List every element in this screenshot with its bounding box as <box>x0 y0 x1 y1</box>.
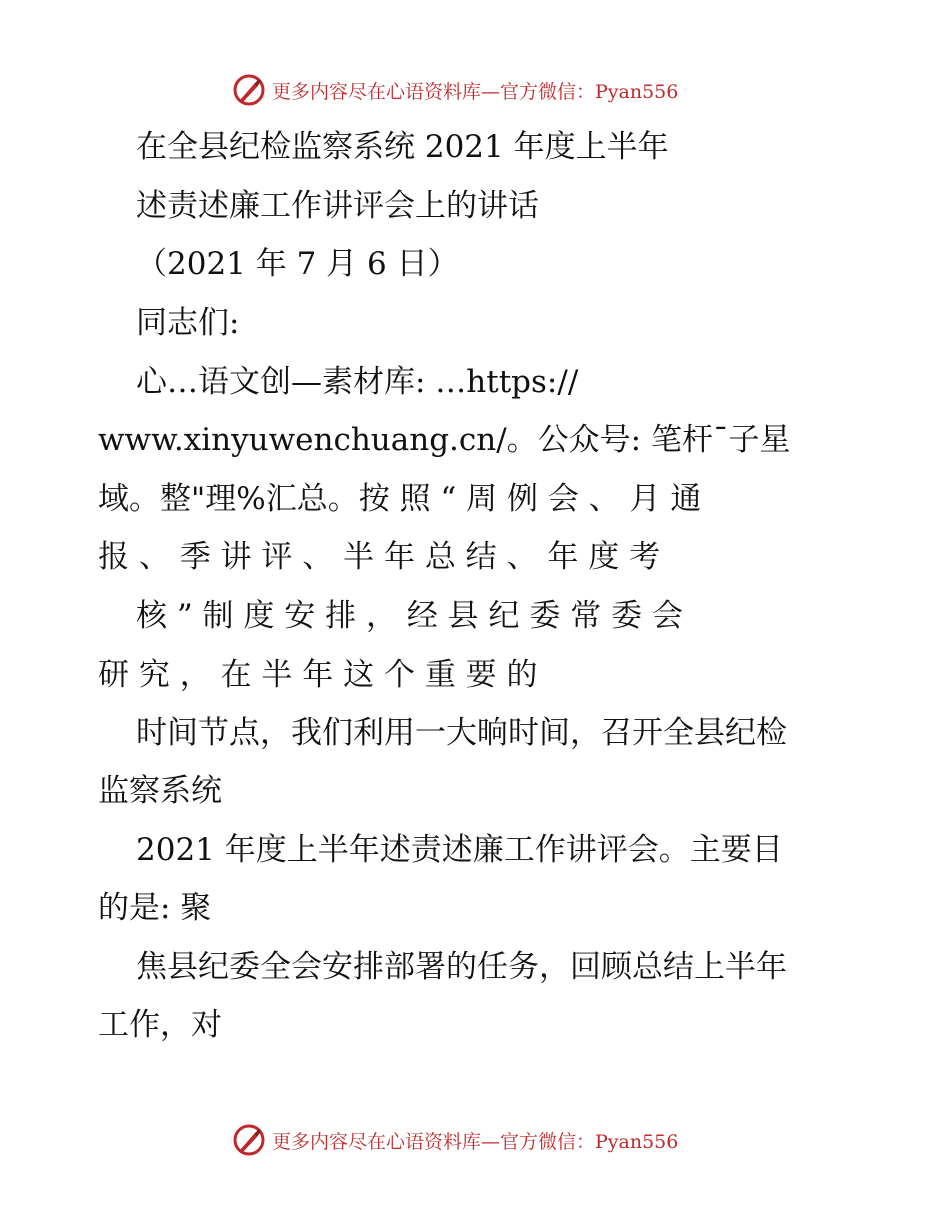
pen-logo-icon <box>232 73 266 107</box>
footer-watermark-banner <box>232 1120 678 1160</box>
paragraph-line: 监察系统 <box>98 773 222 809</box>
paragraph-line: 的是: 聚 <box>98 890 212 926</box>
header-watermark-banner <box>232 70 678 110</box>
paragraph-line: 时间节点，我们利用一大晌时间，召开全县纪检 <box>136 715 787 751</box>
paragraph-line: 域。整"理%汇总。按 照 “ 周 例 会 、 月 通 <box>98 481 702 517</box>
paragraph-line: 研 究 ， 在 半 年 这 个 重 要 的 <box>98 657 538 693</box>
salutation: 同志们: <box>136 305 240 341</box>
paragraph-line: 2021 年度上半年述责述廉工作讲评会。主要目 <box>136 832 783 868</box>
paragraph-line: 工作，对 <box>98 1007 222 1043</box>
banner-text: 更多内容尽在心语资料库—官方微信：Pyan556 <box>272 80 679 103</box>
paragraph-line: www.xinyuwenchuang.cn/。公众号: 笔杆¯子星 <box>98 422 791 458</box>
date-line: （2021 年 7 月 6 日） <box>136 246 459 282</box>
pen-logo-icon <box>232 1123 266 1157</box>
paragraph-line: 心…语文创—素材库: …https:// <box>136 364 579 400</box>
paragraph-line: 报 、 季 讲 评 、 半 年 总 结 、 年 度 考 <box>98 539 661 575</box>
title-line-1: 在全县纪检监察系统 2021 年度上半年 <box>136 129 669 165</box>
banner-text: 更多内容尽在心语资料库—官方微信：Pyan556 <box>272 1130 679 1153</box>
title-line-2: 述责述廉工作讲评会上的讲话 <box>136 188 539 224</box>
paragraph-line: 焦县纪委全会安排部署的任务，回顾总结上半年 <box>136 949 787 985</box>
paragraph-line: 核 ” 制 度 安 排 ， 经 县 纪 委 常 委 会 <box>136 598 683 634</box>
